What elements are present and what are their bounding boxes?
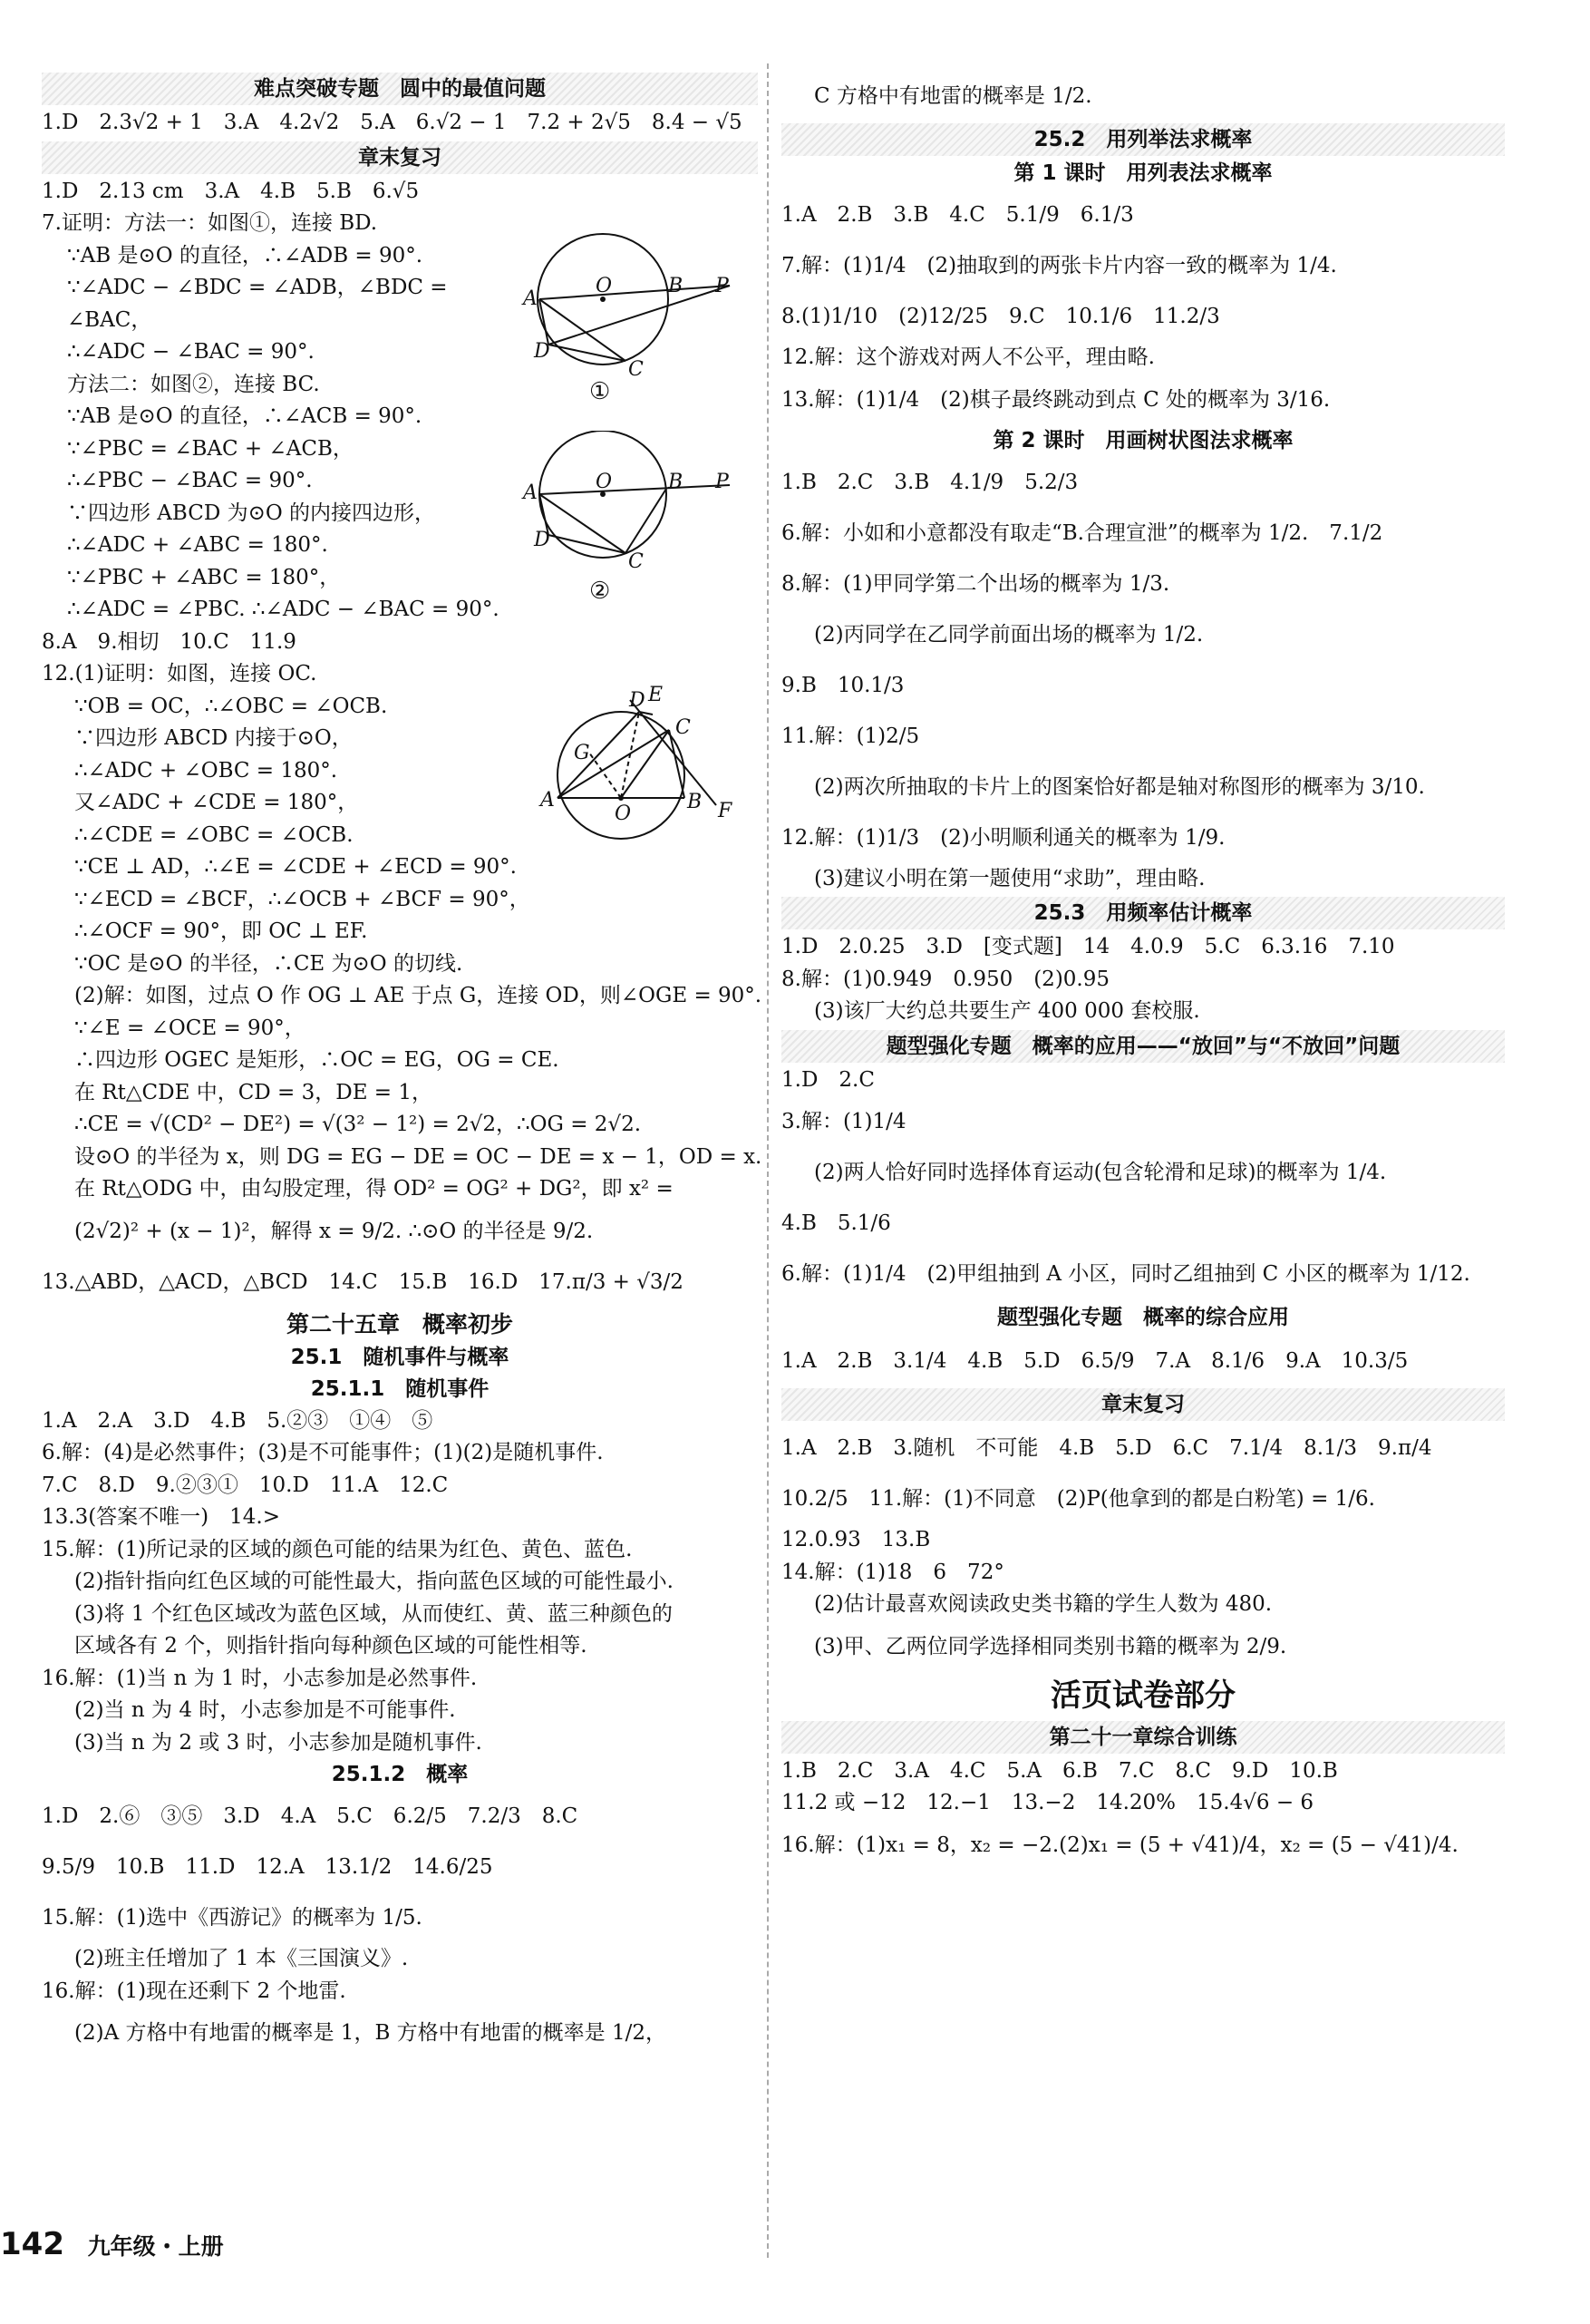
answer-line: ∵四边形 ABCD 为⊙O 的内接四边形， bbox=[67, 501, 436, 525]
answer-line: ∴∠ADC + ∠OBC = 180°. bbox=[74, 758, 338, 783]
label-a: A bbox=[523, 481, 538, 504]
answer-line: ∵AB 是⊙O 的直径，∴∠ACB = 90°. bbox=[67, 404, 422, 428]
answer-line: 1.D 2.0.25 3.D [变式题] 14 4.0.9 5.C 6.3.16 7.10 bbox=[781, 935, 1395, 958]
label-b: B bbox=[687, 791, 703, 813]
label-b: B bbox=[668, 471, 684, 493]
page-footer bbox=[0, 2226, 224, 2262]
answer-line: (3)将 1 个红色区域改为蓝色区域，从而使红、黄、蓝三种颜色的 bbox=[74, 1601, 673, 1626]
subsection-heading: 25.1.2 概率 bbox=[331, 1763, 469, 1786]
answer-line: ∵OC 是⊙O 的半径，∴CE 为⊙O 的切线. bbox=[74, 951, 463, 976]
answer-line: ∵∠PBC = ∠BAC + ∠ACB， bbox=[67, 436, 354, 461]
answer-line: 方法二：如图②，连接 BC. bbox=[67, 372, 320, 396]
subsection-heading: 25.1.1 随机事件 bbox=[310, 1376, 490, 1401]
answer-line: 13.3(答案不唯一) 14.> bbox=[42, 1505, 281, 1529]
label-d: D bbox=[534, 529, 550, 551]
answer-line: 1.A 2.A 3.D 4.B 5.②③ ①④ ⑤ bbox=[42, 1408, 433, 1433]
answer-line: 1.B 2.C 3.B 4.1/9 5.2/3 bbox=[781, 470, 1079, 494]
answer-line: 16.解：(1)当 n 为 1 时，小志参加是必然事件. bbox=[42, 1666, 478, 1690]
figure-1-circle-diagram bbox=[521, 231, 748, 413]
answer-line: ∴∠PBC − ∠BAC = 90°. bbox=[67, 469, 313, 492]
answer-line: C 方格中有地雷的概率是 1/2. bbox=[814, 84, 1092, 108]
answer-line: 9.B 10.1/3 bbox=[781, 673, 905, 697]
subsection-heading: 25.1 随机事件与概率 bbox=[290, 1345, 509, 1369]
answer-line: 9.5/9 10.B 11.D 12.A 13.1/2 14.6/25 bbox=[42, 1855, 493, 1879]
part-title: 活页试卷部分 bbox=[1051, 1677, 1236, 1714]
answer-line: ∴∠ADC = ∠PBC. ∴∠ADC − ∠BAC = 90°. bbox=[67, 598, 499, 621]
label-p: P bbox=[715, 275, 729, 297]
answer-line: 1.A 2.B 3.随机 不可能 4.B 5.D 6.C 7.1/4 8.1/3 9.π/4 bbox=[781, 1436, 1432, 1460]
right-column bbox=[781, 71, 1505, 1871]
label-c: C bbox=[628, 358, 644, 381]
answer-line: (2)两人恰好同时选择体育运动(包含轮滑和足球)的概率为 1/4. bbox=[814, 1161, 1387, 1184]
answer-line: 7.C 8.D 9.②③① 10.D 11.A 12.C bbox=[42, 1473, 449, 1497]
answer-line: ∵CE ⊥ AD，∴∠E = ∠CDE + ∠ECD = 90°. bbox=[74, 855, 517, 879]
answer-line: 1.D 2.3√2 + 1 3.A 4.2√2 5.A 6.√2 − 1 7.2 + 2√5 8.4 − √5 bbox=[42, 111, 742, 134]
answer-line: 1.D 2.13 cm 3.A 4.B 5.B 6.√5 bbox=[42, 179, 420, 203]
answer-line: 15.解：(1)所记录的区域的颜色可能的结果为红色、黄色、蓝色. bbox=[42, 1537, 633, 1561]
label-o: O bbox=[596, 471, 613, 493]
answer-line: (2)班主任增加了 1 本《三国演义》. bbox=[74, 1947, 409, 1970]
section-heading: 章末复习 bbox=[781, 1388, 1505, 1421]
answer-line: ∵AB 是⊙O 的直径，∴∠ADB = 90°. bbox=[67, 243, 423, 267]
answer-line: (2√2)² + (x − 1)²，解得 x = 9/2. ∴⊙O 的半径是 9/2. bbox=[74, 1219, 594, 1243]
label-g: G bbox=[574, 742, 590, 764]
answer-line: (2)当 n 为 4 时，小志参加是不可能事件. bbox=[74, 1698, 456, 1722]
answer-line: (3)当 n 为 2 或 3 时，小志参加是随机事件. bbox=[74, 1730, 482, 1755]
subsection-heading: 第 2 课时 用画树状图法求概率 bbox=[993, 428, 1294, 452]
label-d: D bbox=[629, 689, 645, 712]
answer-line: 11.解：(1)2/5 bbox=[781, 724, 920, 748]
answer-line: 8.(1)1/10 (2)12/25 9.C 10.1/6 11.2/3 bbox=[781, 305, 1220, 328]
chapter-heading: 第二十五章 概率初步 bbox=[286, 1310, 513, 1337]
answer-line: 1.B 2.C 3.A 4.C 5.A 6.B 7.C 8.C 9.D 10.B bbox=[781, 1758, 1338, 1783]
answer-line: (2)丙同学在乙同学前面出场的概率为 1/2. bbox=[814, 622, 1204, 647]
answer-line: 6.解：(1)1/4 (2)甲组抽到 A 小区，同时乙组抽到 C 小区的概率为 1/12. bbox=[781, 1262, 1470, 1286]
label-o: O bbox=[596, 275, 613, 297]
answer-line: ∴CE = √(CD² − DE²) = √(3² − 1²) = 2√2，∴OG = 2√2. bbox=[74, 1113, 642, 1136]
label-b: B bbox=[668, 275, 684, 297]
answer-line: 11.2 或 −12 12.−1 13.−2 14.20% 15.4√6 − 6 bbox=[781, 1791, 1314, 1814]
label-c: C bbox=[628, 550, 644, 573]
answer-line: 13.△ABD，△ACD，△BCD 14.C 15.B 16.D 17.π/3 + √3/2 bbox=[42, 1269, 684, 1294]
answer-line: (3)该厂大约总共要生产 400 000 套校服. bbox=[814, 999, 1200, 1023]
label-a: A bbox=[540, 789, 555, 812]
answer-line: 3.解：(1)1/4 bbox=[781, 1110, 906, 1133]
answer-line: (2)解：如图，过点 O 作 OG ⊥ AE 于点 G，连接 OD，则∠OGE = 90°. bbox=[74, 984, 762, 1007]
answer-line: ∵四边形 ABCD 内接于⊙O， bbox=[74, 726, 353, 750]
answer-line: 6.解：(4)是必然事件；(3)是不可能事件；(1)(2)是随机事件. bbox=[42, 1441, 604, 1464]
answer-line: ∴∠ADC + ∠ABC = 180°. bbox=[67, 533, 328, 557]
answer-line: 8.解：(1)甲同学第二个出场的概率为 1/3. bbox=[781, 571, 1170, 596]
page-number: 142 bbox=[0, 2226, 64, 2262]
section-heading: 章末复习 bbox=[42, 141, 758, 174]
answer-line: 13.解：(1)1/4 (2)棋子最终跳动到点 C 处的概率为 3/16. bbox=[781, 387, 1331, 412]
label-p: P bbox=[715, 471, 729, 493]
answer-line: 16.解：(1)x₁ = 8，x₂ = −2.(2)x₁ = (5 + √41)/4，x₂ = (5 − √41)/4. bbox=[781, 1833, 1459, 1857]
figure-1-caption: ① bbox=[589, 378, 611, 405]
answer-line: 又∠ADC + ∠CDE = 180°， bbox=[74, 791, 359, 814]
label-c: C bbox=[675, 716, 691, 739]
answer-line: 设⊙O 的半径为 x，则 DG = EG − DE = OC − DE = x − 1，OD = x. bbox=[74, 1144, 762, 1169]
figure-3-circle-tangent-diagram bbox=[535, 684, 752, 848]
answer-line: ∴∠ADC − ∠BAC = 90°. bbox=[67, 340, 315, 364]
answer-line: (3)甲、乙两位同学选择相同类别书籍的概率为 2/9. bbox=[814, 1634, 1287, 1658]
answer-line: (3)建议小明在第一题使用“求助”，理由略. bbox=[814, 866, 1206, 890]
answer-line: ∠BAC， bbox=[67, 307, 152, 332]
answer-line: (2)指针指向红色区域的可能性最大，指向蓝色区域的可能性最小. bbox=[74, 1570, 674, 1593]
answer-line: (2)两次所抽取的卡片上的图案恰好都是轴对称图形的概率为 3/10. bbox=[814, 774, 1425, 799]
answer-line: 7.解：(1)1/4 (2)抽取到的两张卡片内容一致的概率为 1/4. bbox=[781, 254, 1337, 277]
column-divider bbox=[767, 63, 769, 2258]
answer-line: (2)A 方格中有地雷的概率是 1，B 方格中有地雷的概率是 1/2， bbox=[74, 2021, 666, 2045]
answer-line: ∴∠CDE = ∠OBC = ∠OCB. bbox=[74, 822, 354, 847]
answer-line: ∵∠PBC + ∠ABC = 180°， bbox=[67, 565, 341, 589]
answer-line: 15.解：(1)选中《西游记》的概率为 1/5. bbox=[42, 1906, 422, 1930]
answer-line: ∵∠E = ∠OCE = 90°， bbox=[74, 1016, 305, 1040]
answer-line: 16.解：(1)现在还剩下 2 个地雷. bbox=[42, 1979, 346, 2003]
label-f: F bbox=[718, 800, 732, 822]
label-o: O bbox=[615, 802, 632, 825]
answer-line: 1.A 2.B 3.B 4.C 5.1/9 6.1/3 bbox=[781, 203, 1134, 227]
figure-2-circle-diagram bbox=[521, 431, 748, 612]
section-heading: 25.3 用频率估计概率 bbox=[781, 897, 1505, 929]
section-heading: 25.2 用列举法求概率 bbox=[781, 123, 1505, 156]
answer-line: ∵∠ADC − ∠BDC = ∠ADB，∠BDC = bbox=[67, 276, 448, 299]
section-heading: 题型强化专题 概率的综合应用 bbox=[997, 1306, 1289, 1329]
answer-line: 12.(1)证明：如图，连接 OC. bbox=[42, 662, 317, 686]
label-e: E bbox=[648, 684, 664, 706]
answer-line: 在 Rt△ODG 中，由勾股定理，得 OD² = OG² + DG²，即 x² = bbox=[74, 1177, 674, 1201]
answer-line: 12.0.93 13.B bbox=[781, 1528, 931, 1551]
answer-line: 1.D 2.C bbox=[781, 1067, 875, 1092]
answer-line: ∴四边形 OGEC 是矩形，∴OC = EG，OG = CE. bbox=[74, 1048, 559, 1072]
figure-2-caption: ② bbox=[589, 578, 611, 605]
answer-line: 1.D 2.⑥ ③⑤ 3.D 4.A 5.C 6.2/5 7.2/3 8.C bbox=[42, 1804, 578, 1828]
answer-line: 4.B 5.1/6 bbox=[781, 1211, 891, 1235]
label-d: D bbox=[534, 340, 550, 363]
answer-line: 1.A 2.B 3.1/4 4.B 5.D 6.5/9 7.A 8.1/6 9.A 10.3/5 bbox=[781, 1349, 1409, 1373]
answer-line: 在 Rt△CDE 中，CD = 3，DE = 1， bbox=[74, 1080, 433, 1104]
answer-line: 10.2/5 11.解：(1)不同意 (2)P(他拿到的都是白粉笔) = 1/6. bbox=[781, 1487, 1375, 1511]
answer-line: 区域各有 2 个，则指针指向每种颜色区域的可能性相等. bbox=[74, 1634, 587, 1658]
answer-line: 8.解：(1)0.949 0.950 (2)0.95 bbox=[781, 967, 1110, 991]
answer-line: 14.解：(1)18 6 72° bbox=[781, 1560, 1004, 1584]
answer-line: ∴∠OCF = 90°，即 OC ⊥ EF. bbox=[74, 919, 368, 943]
answer-line: (2)估计最喜欢阅读政史类书籍的学生人数为 480. bbox=[814, 1592, 1273, 1616]
section-heading: 难点突破专题 圆中的最值问题 bbox=[42, 73, 758, 105]
section-heading: 第二十一章综合训练 bbox=[781, 1721, 1505, 1754]
subsection-heading: 第 1 课时 用列表法求概率 bbox=[1013, 161, 1273, 185]
answer-line: ∵OB = OC，∴∠OBC = ∠OCB. bbox=[74, 694, 388, 718]
answer-line: 12.解：这个游戏对两人不公平，理由略. bbox=[781, 345, 1155, 369]
answer-line: 7.证明：方法一：如图①，连接 BD. bbox=[42, 211, 378, 235]
section-heading: 题型强化专题 概率的应用——“放回”与“不放回”问题 bbox=[781, 1030, 1505, 1063]
answer-line: 8.A 9.相切 10.C 11.9 bbox=[42, 629, 296, 654]
answer-line: 6.解：小如和小意都没有取走“B.合理宣泄”的概率为 1/2. 7.1/2 bbox=[781, 520, 1383, 545]
grade-label: 九年级・上册 bbox=[87, 2233, 224, 2260]
label-a: A bbox=[523, 287, 538, 310]
answer-line: 12.解：(1)1/3 (2)小明顺利通关的概率为 1/9. bbox=[781, 825, 1226, 850]
answer-line: ∵∠ECD = ∠BCF，∴∠OCB + ∠BCF = 90°， bbox=[74, 887, 530, 911]
